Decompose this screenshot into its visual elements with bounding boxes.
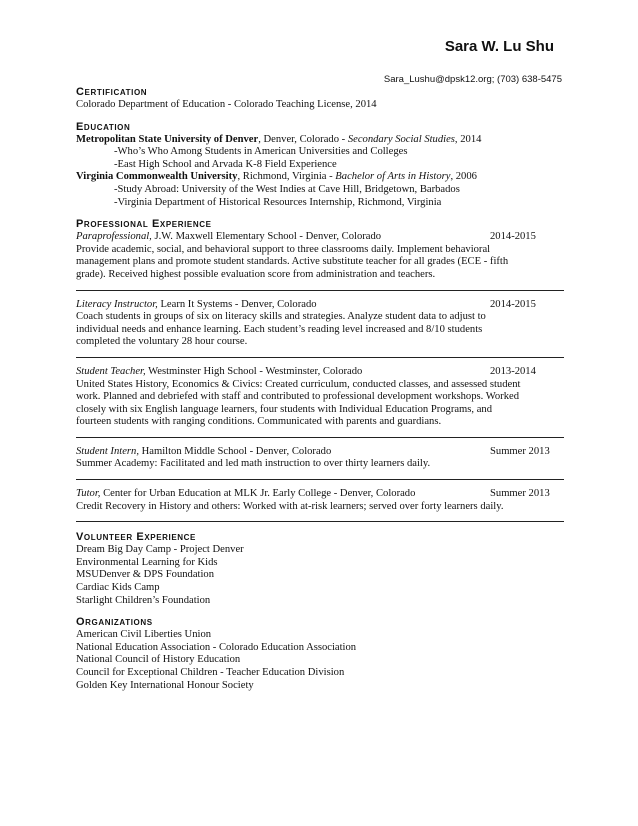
school-detail: -Virginia Department of Historical Resources Internship, Richmond, Virginia xyxy=(114,196,442,208)
school-detail: -Who’s Who Among Students in American Universities and Colleges xyxy=(114,146,408,158)
school-location: , Richmond, Virginia - xyxy=(237,171,336,183)
school-degree: Secondary Social Studies xyxy=(347,133,455,145)
organization-item: Council for Exceptional Children - Teacher Education Division xyxy=(76,667,345,678)
job-desc-line: Credit Recovery in History and others: Worked with at-risk learners; served over forty learners daily. xyxy=(76,500,504,512)
education-entry xyxy=(76,171,564,209)
job-title-line xyxy=(76,231,381,244)
job-org: Hamilton Middle School - Denver, Colorado xyxy=(138,445,332,457)
certification-line: Colorado Department of Education - Colorado Teaching License, 2014 xyxy=(76,99,377,110)
job-title: Paraprofessional, xyxy=(76,231,152,243)
job-entry xyxy=(76,366,564,429)
job-title: Literacy Instructor, xyxy=(76,298,158,310)
volunteer-heading: Volunteer Experience xyxy=(76,531,196,544)
divider xyxy=(76,290,564,291)
job-dates: 2013-2014 xyxy=(490,365,536,377)
job-title-line xyxy=(76,366,362,379)
job-header xyxy=(76,299,564,312)
contact-info: Sara_Lushu@dpsk12.org; (703) 638-5475 xyxy=(383,74,562,85)
job-org: Center for Urban Education at MLK Jr. Early College - Denver, Colorado xyxy=(100,488,416,500)
volunteer-item: Environmental Learning for Kids xyxy=(76,556,218,568)
job-header xyxy=(76,446,564,459)
job-title-line xyxy=(76,299,317,312)
school-year: , 2006 xyxy=(450,171,477,183)
job-dates: 2014-2015 xyxy=(490,231,536,243)
education-entry xyxy=(76,134,564,172)
school-year: , 2014 xyxy=(454,133,482,145)
job-org: Learn It Systems - Denver, Colorado xyxy=(157,298,317,310)
job-desc-line: management plans and promote student standards. Active substitute teacher for all grades (ECE - fifth xyxy=(76,256,509,268)
volunteer-item: Dream Big Day Camp - Project Denver xyxy=(76,544,244,556)
job-title: Student Teacher, xyxy=(76,365,146,377)
volunteer-item: MSUDenver & DPS Foundation xyxy=(76,569,215,581)
job-header xyxy=(76,488,564,501)
job-desc-line: grade). Received highest possible evaluation score from administration and teachers. xyxy=(76,268,436,280)
resume-name: Sara W. Lu Shu xyxy=(444,38,554,55)
volunteer-item: Starlight Children’s Foundation xyxy=(76,594,211,606)
job-desc-line: work. Planned and debriefed with staff and contributed to professional development workshops. Worked xyxy=(76,391,520,403)
job-title: Student Intern, xyxy=(76,445,139,457)
job-header xyxy=(76,366,564,379)
job-desc-line: completed the voluntary 28 hour course. xyxy=(76,336,248,348)
divider xyxy=(76,521,564,522)
job-desc-line: Coach students in groups of six on literacy skills and strategies. Analyze student data to adjust to xyxy=(76,311,486,323)
divider xyxy=(76,437,564,438)
school-name: Virginia Commonwealth University xyxy=(76,171,238,183)
school-degree: Bachelor of Arts in History xyxy=(335,171,451,183)
school-line xyxy=(76,171,564,184)
school-detail: -East High School and Arvada K-8 Field Experience xyxy=(114,158,337,170)
job-title-line xyxy=(76,488,415,501)
divider xyxy=(76,479,564,480)
organization-item: National Council of History Education xyxy=(76,654,241,666)
volunteer-item: Cardiac Kids Camp xyxy=(76,582,160,594)
job-desc-line: fourteen students with ranging conditions. Communicated with parents and guardians. xyxy=(76,416,442,428)
school-location: , Denver, Colorado - xyxy=(258,133,348,145)
school-name: Metropolitan State University of Denver xyxy=(76,133,259,145)
job-header xyxy=(76,231,564,244)
job-desc-line: Provide academic, social, and behavioral support to three classrooms daily. Implement behavioral xyxy=(76,243,491,255)
job-dates: Summer 2013 xyxy=(490,445,550,457)
job-org: Westminster High School - Westminster, Colorado xyxy=(145,365,363,377)
certification-heading: Certification xyxy=(76,86,148,98)
organization-item: American Civil Liberties Union xyxy=(76,629,212,641)
job-entry xyxy=(76,231,564,281)
job-entry xyxy=(76,299,564,349)
job-desc-line: closely with six English language learners, four students with Individual Education Programs, and xyxy=(76,403,493,415)
experience-heading: Professional Experience xyxy=(76,218,212,231)
school-detail: -Study Abroad: University of the West Indies at Cave Hill, Bridgetown, Barbados xyxy=(114,183,460,195)
job-desc-line: Summer Academy: Facilitated and led math instruction to over thirty learners daily. xyxy=(76,458,431,470)
organizations-heading: Organizations xyxy=(76,616,153,629)
job-title-line xyxy=(76,446,331,459)
job-entry xyxy=(76,488,564,513)
job-org: J.W. Maxwell Elementary School - Denver, Colorado xyxy=(151,231,382,243)
organization-item: Golden Key International Honour Society xyxy=(76,679,254,691)
school-line xyxy=(76,134,564,147)
divider xyxy=(76,357,564,358)
job-dates: 2014-2015 xyxy=(490,298,536,310)
job-dates: Summer 2013 xyxy=(490,488,550,500)
job-desc-line: individual needs and enhance learning. Each student’s reading level increased and 8/10 students xyxy=(76,323,483,335)
job-entry xyxy=(76,446,564,471)
resume-body xyxy=(76,86,564,692)
job-title: Tutor, xyxy=(76,488,101,500)
education-heading: Education xyxy=(76,120,131,133)
job-desc-line: United States History, Economics & Civics: Created curriculum, conducted classes, and assessed student xyxy=(76,378,521,390)
organization-item: National Education Association - Colorado Education Association xyxy=(76,641,357,653)
